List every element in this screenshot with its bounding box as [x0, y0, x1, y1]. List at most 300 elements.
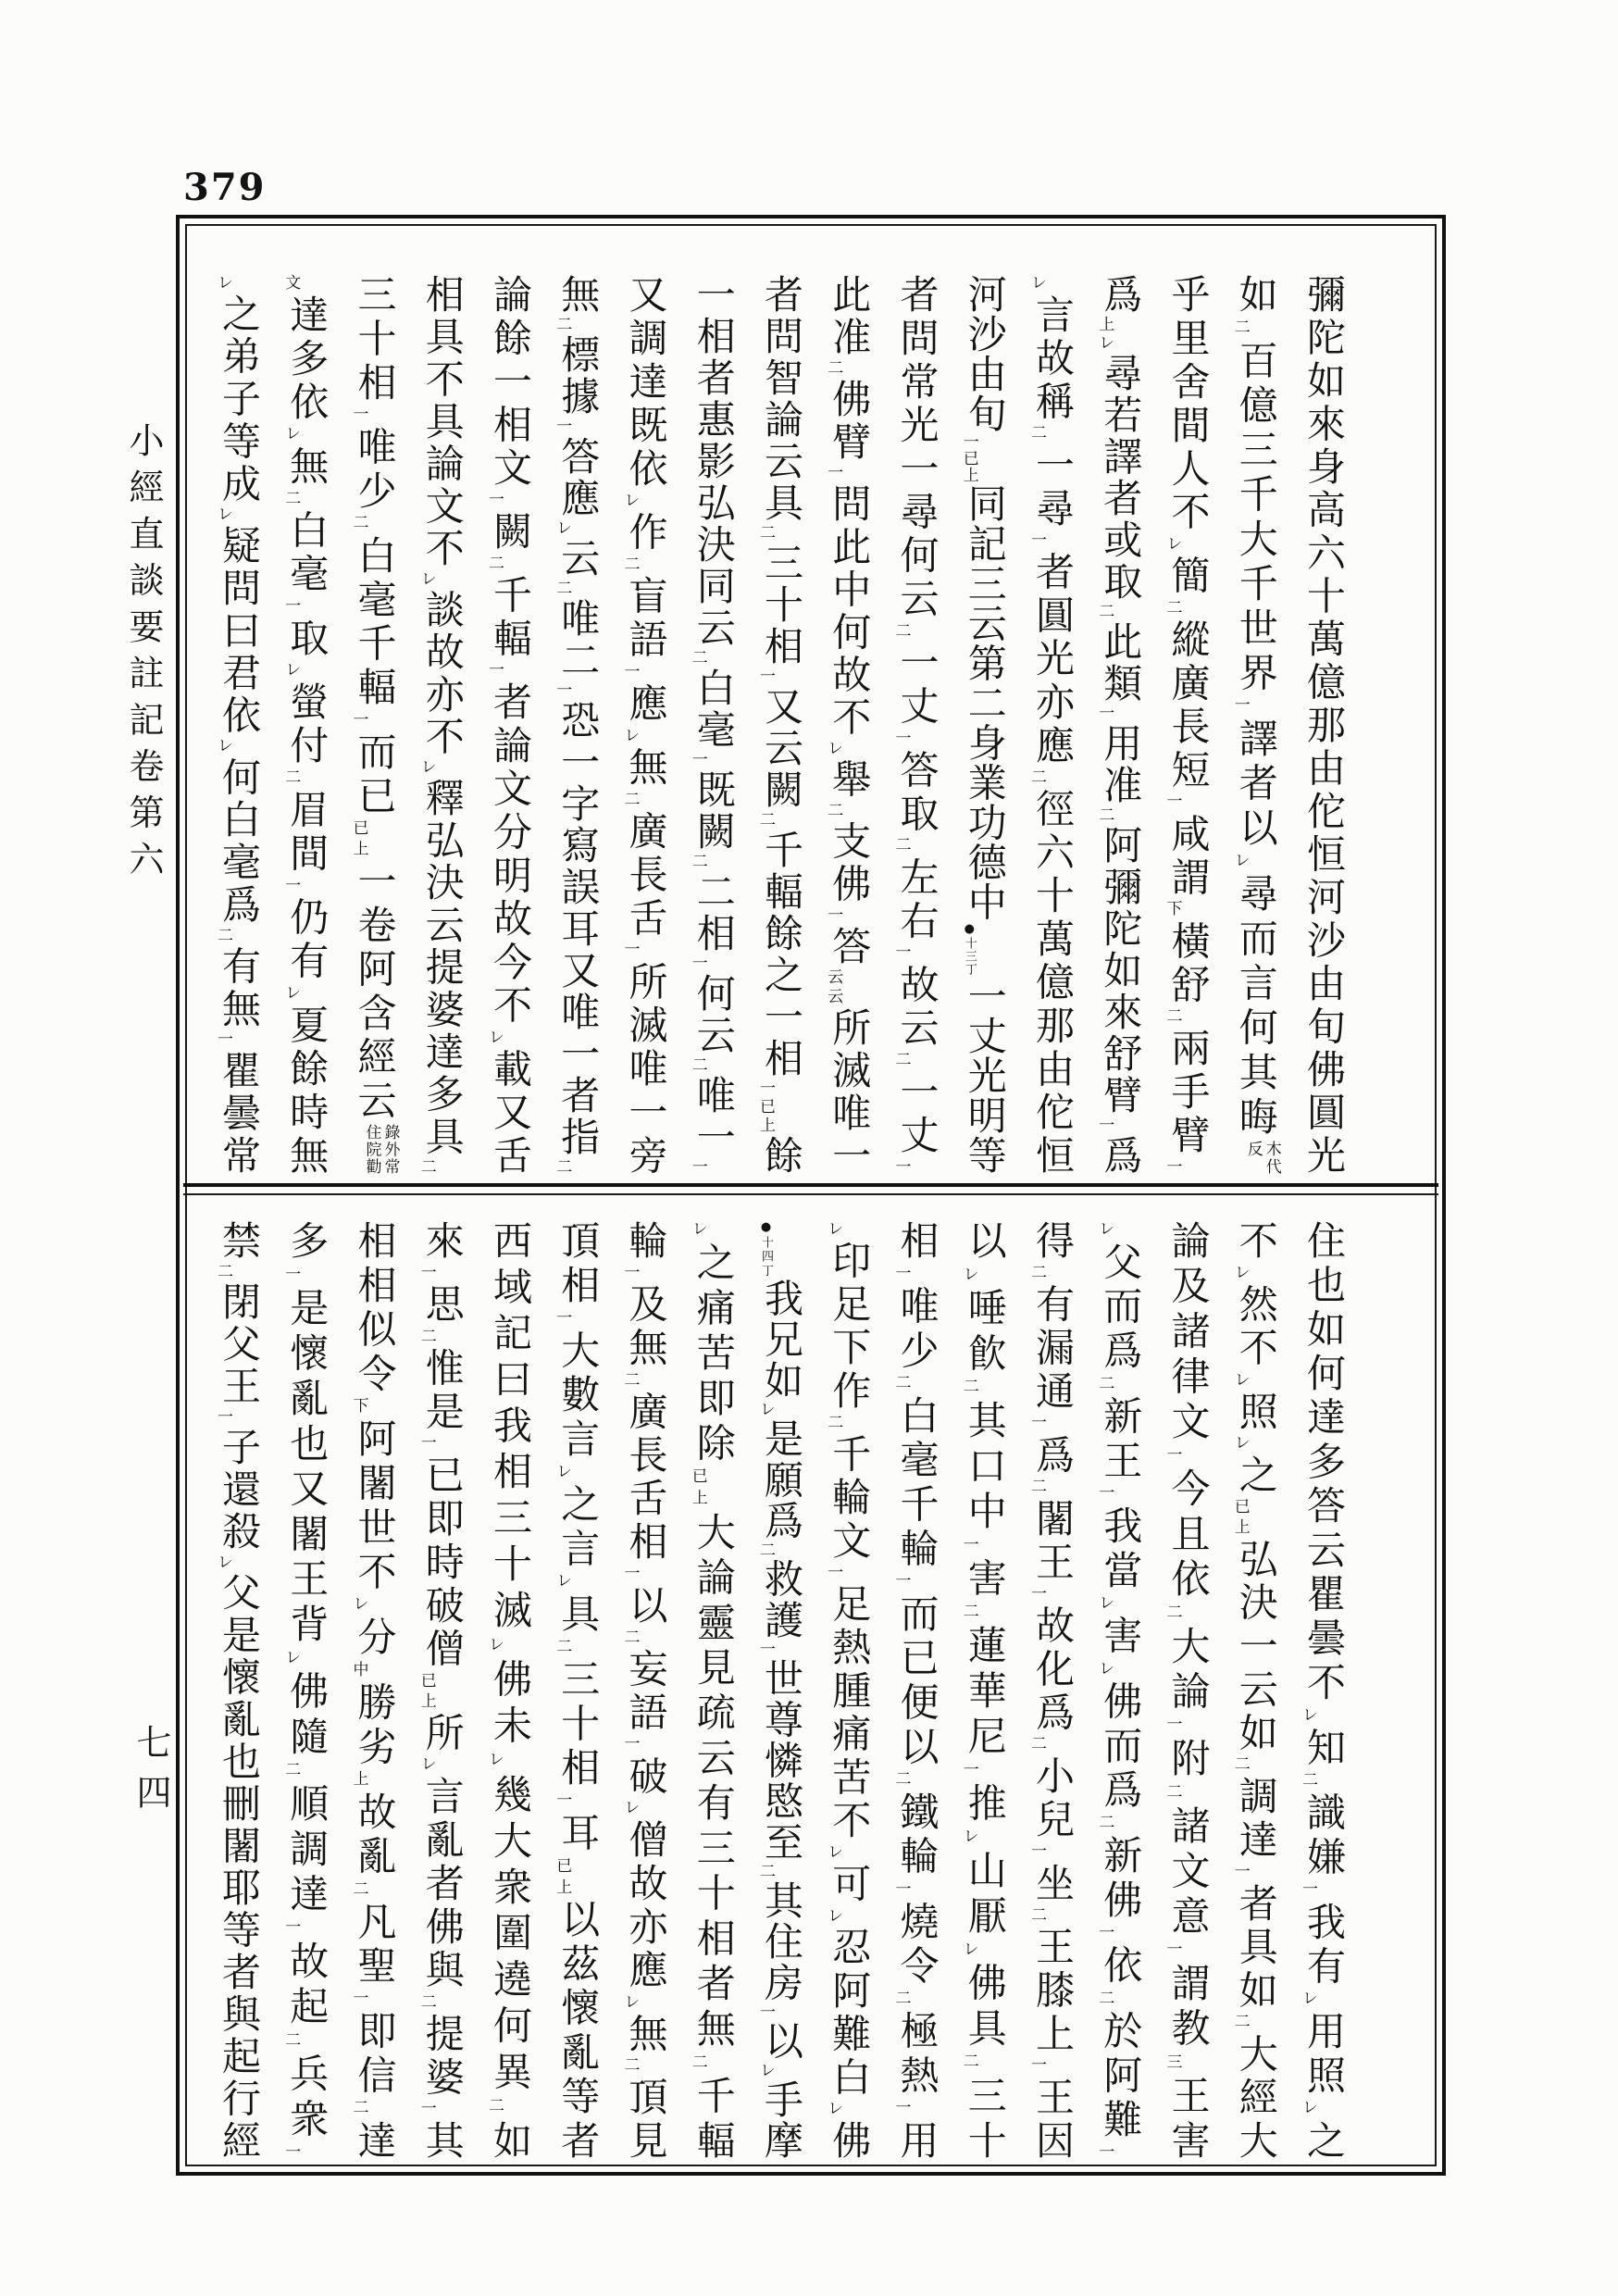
- text-run: 眉間: [284, 789, 330, 877]
- text-run: 我有: [1301, 1901, 1347, 1990]
- interlinear-note: 錄外常住院勸: [362, 1124, 400, 1174]
- kaeriten-mark: レ: [824, 2100, 843, 2120]
- text-run: 無: [555, 274, 602, 316]
- upper-text-column: [205, 274, 272, 1174]
- text-run: 幾大衆圍遶何異: [488, 1774, 533, 2098]
- kaeriten-mark: 一: [1230, 1862, 1250, 1883]
- text-run: 妄語: [623, 1648, 669, 1736]
- text-run: 今且依: [1165, 1467, 1212, 1604]
- kaeriten-mark: レ: [214, 505, 232, 526]
- folio-number: 七四: [131, 1724, 171, 1809]
- kaeriten-mark: レ: [553, 519, 572, 538]
- text-run: 多: [284, 1220, 330, 1266]
- text-run: 簡: [1165, 555, 1212, 599]
- text-run: 害: [962, 1557, 1008, 1603]
- kaeriten-mark: 二: [1163, 598, 1182, 619]
- text-run: 乎里舍間人不: [1165, 274, 1212, 535]
- text-run: 山厭: [962, 1850, 1008, 1940]
- text-run: 者圓光亦應: [1030, 551, 1076, 768]
- kaeriten-mark: 二: [824, 359, 843, 380]
- kaeriten-mark: 二: [620, 1370, 640, 1391]
- text-run: 相相似令: [352, 1220, 398, 1398]
- kaeriten-mark: レ: [1299, 1990, 1317, 2011]
- text-run: 其: [419, 2120, 466, 2159]
- kaeriten-mark: 一: [1163, 1158, 1182, 1174]
- kaeriten-mark: 一: [281, 1265, 301, 1288]
- text-run: 知: [1301, 1727, 1347, 1772]
- kaeriten-mark: レ: [756, 1401, 775, 1419]
- text-run: 恐一字寫誤耳又唯一者指: [555, 700, 602, 1158]
- text-run: 作: [623, 511, 669, 555]
- text-run: 既闕: [691, 769, 737, 853]
- text-run: 載又舌: [488, 1048, 533, 1174]
- kaeriten-mark: 二: [688, 1056, 707, 1075]
- text-run: 三十相: [352, 274, 398, 406]
- kaeriten-mark: 二: [891, 1051, 911, 1072]
- text-run: 一丈: [894, 642, 940, 730]
- kaeriten-mark: レ: [756, 2061, 775, 2079]
- kaeriten-mark: 二: [1163, 1603, 1182, 1626]
- text-run: 疑問曰君依: [217, 525, 262, 738]
- text-run: 徑六十萬億那由佗恒: [1030, 788, 1076, 1174]
- text-run: 以: [759, 2020, 804, 2062]
- upper-text-column: [477, 274, 543, 1174]
- text-run: 我兄如: [759, 1278, 804, 1402]
- text-run: 所滅唯一: [827, 1006, 873, 1174]
- text-run: 謂教: [1165, 1963, 1212, 2053]
- kaeriten-mark: 一: [1027, 1414, 1046, 1435]
- upper-text-column: [1155, 274, 1222, 1174]
- kaeriten-mark: レ: [959, 1828, 978, 1851]
- text-run: 標據: [555, 334, 602, 418]
- kaeriten-mark: レ: [1095, 1220, 1114, 1242]
- text-run: 白毫: [284, 509, 330, 597]
- text-run: 佛而爲: [1098, 1680, 1144, 1815]
- kaeriten-mark: 已上: [1230, 1498, 1250, 1539]
- text-run: 尋而言何其晦: [1233, 873, 1279, 1142]
- text-run: 蓮華尼: [962, 1625, 1008, 1761]
- kaeriten-mark: レ: [281, 1648, 301, 1671]
- text-run: 千輻餘之一相: [759, 830, 804, 1079]
- kaeriten-mark: レ: [1163, 534, 1182, 555]
- kaeriten-mark: 二: [417, 1992, 436, 2014]
- text-run: 白毫千輻: [352, 534, 398, 711]
- text-run: 阿彌陀如來舒臂: [1098, 825, 1144, 1117]
- text-run: 應: [623, 682, 669, 727]
- kaeriten-mark: 二: [1095, 603, 1114, 621]
- text-run: 百億三千大千世界: [1233, 340, 1279, 697]
- kaeriten-mark: 二: [1027, 767, 1046, 789]
- lower-text-column: [952, 1220, 1018, 2159]
- text-run: 思: [419, 1283, 466, 1328]
- kaeriten-mark: 二: [688, 853, 707, 871]
- text-run: 是懷亂也又闍王背: [284, 1287, 330, 1649]
- text-run: 爲: [1098, 274, 1144, 316]
- text-run: 手摩: [759, 2079, 804, 2159]
- text-run: 縱廣長短: [1165, 618, 1212, 793]
- lower-text-column: [477, 1220, 543, 2159]
- lower-text-column: [544, 1220, 611, 2159]
- kaeriten-mark: レ: [485, 1028, 504, 1049]
- text-run: 三十相: [555, 1658, 602, 1791]
- kaeriten-mark: レ: [417, 569, 436, 590]
- kaeriten-mark: 二: [281, 768, 301, 790]
- upper-text-column: [1087, 274, 1153, 1174]
- kaeriten-mark: 已上: [417, 1671, 436, 1713]
- text-run: 附: [1165, 1738, 1212, 1784]
- text-run: 大經大: [1233, 2033, 1279, 2159]
- text-run: 輪: [623, 1220, 669, 1264]
- text-run: 同記三云第二身業功德中: [962, 483, 1008, 922]
- kaeriten-mark: 中: [349, 1660, 368, 1682]
- kaeriten-mark: 一: [553, 681, 572, 700]
- kaeriten-mark: 一: [281, 2143, 301, 2159]
- kaeriten-mark: レ: [417, 1755, 436, 1777]
- kaeriten-mark: 二: [756, 1541, 775, 1559]
- upper-text-column: [544, 274, 611, 1174]
- kaeriten-mark: 一: [1230, 696, 1250, 718]
- kaeriten-mark: 二: [1230, 1755, 1250, 1777]
- text-run: 世尊憐愍至: [759, 1658, 804, 1863]
- kaeriten-mark: ●十三丁: [962, 921, 977, 976]
- kaeriten-mark: 一: [1163, 1716, 1182, 1739]
- text-run: 以: [962, 1220, 1008, 1266]
- kaeriten-mark: 二: [417, 1327, 436, 1348]
- text-run: 調達: [1233, 1776, 1279, 1863]
- text-run: 千輪文: [827, 1433, 873, 1564]
- kaeriten-mark: 一: [756, 1641, 775, 1659]
- kaeriten-mark: 一: [620, 662, 640, 683]
- kaeriten-mark: 一: [1095, 705, 1114, 723]
- kaeriten-mark: レ: [620, 726, 640, 747]
- kaeriten-mark: 一: [281, 1918, 301, 1941]
- text-run: 又調達既依: [623, 274, 669, 492]
- kaeriten-mark: 二: [1095, 1374, 1114, 1396]
- kaeriten-mark: 一: [688, 751, 707, 769]
- text-run: 一丈光明等: [962, 975, 1008, 1174]
- text-run: 所: [419, 1712, 466, 1756]
- kaeriten-mark: 一: [281, 596, 301, 618]
- lower-text-column: [273, 1220, 340, 2159]
- kaeriten-mark: 一: [1095, 1923, 1114, 1945]
- text-run: 兩手臂: [1165, 1028, 1212, 1159]
- kaeriten-mark: レ: [281, 983, 301, 1004]
- kaeriten-mark: 一已上: [959, 433, 978, 484]
- kaeriten-mark: レ: [1095, 1659, 1114, 1681]
- text-run: 大論靈見疏云有三十相者無: [691, 1511, 737, 2053]
- kaeriten-mark: レ: [1230, 1263, 1250, 1284]
- kaeriten-mark: 一: [824, 464, 843, 484]
- text-run: 一卷阿含經云: [352, 860, 398, 1125]
- lower-text-column: [1155, 1220, 1222, 2159]
- text-run: 然不: [1233, 1283, 1279, 1371]
- text-run: 兵衆: [284, 2053, 330, 2144]
- kaeriten-mark: 二: [1027, 1735, 1046, 1756]
- upper-text-column: [952, 274, 1018, 1174]
- kaeriten-mark: 一: [1095, 1484, 1114, 1506]
- kaeriten-mark: レ: [1299, 1705, 1317, 1728]
- lower-text-column: [680, 1220, 747, 2159]
- kaeriten-mark: 下: [349, 1397, 368, 1418]
- kaeriten-mark: 一: [891, 1879, 911, 1902]
- kaeriten-mark: 二: [756, 1862, 775, 1881]
- kaeriten-mark: レ: [620, 491, 640, 512]
- kaeriten-mark: 二: [281, 1761, 301, 1784]
- text-run: 用照: [1301, 2010, 1347, 2100]
- kaeriten-mark: 一: [349, 1989, 368, 2011]
- kaeriten-mark: 二: [349, 1879, 368, 1902]
- kaeriten-mark: レ: [1230, 852, 1250, 874]
- kaeriten-mark: レ: [824, 1220, 843, 1241]
- text-run: 有漏通: [1030, 1283, 1076, 1415]
- kaeriten-mark: 二: [1299, 1771, 1317, 1792]
- text-run: 之弟子等成: [217, 293, 262, 506]
- kaeriten-mark: 二: [620, 790, 640, 811]
- lower-text-column: [1223, 1220, 1289, 2159]
- text-run: 即信: [352, 2010, 398, 2100]
- kaeriten-mark: 二: [891, 836, 911, 857]
- kaeriten-mark: 一: [891, 2099, 911, 2121]
- text-run: 者具如: [1233, 1882, 1279, 2014]
- text-run: 大論: [1165, 1625, 1212, 1716]
- kaeriten-mark: 二: [891, 621, 911, 643]
- kaeriten-mark: レ: [824, 1843, 843, 1864]
- kaeriten-mark: レ: [214, 1553, 232, 1573]
- text-run: 橫舒: [1165, 920, 1212, 1008]
- text-run: 仍有: [284, 896, 330, 984]
- text-run: 頂相: [555, 1220, 602, 1309]
- kaeriten-mark: 一: [688, 1158, 707, 1174]
- kaeriten-mark: 一: [620, 1564, 640, 1585]
- text-run: 識嫌: [1301, 1791, 1347, 1881]
- kaeriten-mark: 一: [1027, 530, 1046, 552]
- kaeriten-mark: 一: [349, 710, 368, 731]
- text-run: 極熱: [894, 2010, 940, 2100]
- text-run: 三十: [962, 2075, 1008, 2159]
- text-run: 闕: [488, 510, 533, 555]
- section-divider: [183, 1183, 1438, 1195]
- kaeriten-mark: 一: [620, 1735, 640, 1756]
- text-run: 耳: [555, 1812, 602, 1857]
- kaeriten-mark: レ: [824, 739, 843, 759]
- text-run: 及無: [623, 1283, 669, 1371]
- kaeriten-mark: 二: [620, 2056, 640, 2078]
- kaeriten-mark: 三: [1163, 2053, 1182, 2076]
- kaeriten-mark: 一: [485, 661, 504, 682]
- text-run: 惟是: [419, 1347, 466, 1435]
- text-run: 舉: [827, 758, 873, 802]
- kaeriten-mark: 一: [417, 1434, 436, 1455]
- text-run: 白毫千輪: [894, 1394, 940, 1573]
- text-run: 以: [623, 1584, 669, 1628]
- kaeriten-mark: 二: [824, 801, 843, 821]
- text-run: 具: [555, 1592, 602, 1638]
- text-run: 爲: [1030, 1434, 1076, 1479]
- text-run: 左右: [894, 856, 940, 944]
- text-run: 之痛苦即除: [691, 1242, 737, 1468]
- text-run: 而已便以: [894, 1592, 940, 1771]
- text-run: 僧故亦應: [623, 1819, 669, 1993]
- kaeriten-mark: 一: [1095, 2143, 1114, 2159]
- upper-text-column: [680, 274, 747, 1174]
- text-run: 王因: [1030, 2077, 1076, 2159]
- text-run: 住也如何達多答云瞿曇不: [1301, 1220, 1347, 1706]
- text-run: 而已: [352, 730, 398, 819]
- kaeriten-mark: 一: [688, 955, 707, 973]
- text-run: 者論文分明故今不: [488, 681, 533, 1029]
- text-run: 分: [352, 1616, 398, 1661]
- text-run: 之: [1301, 2120, 1347, 2159]
- kaeriten-mark: 二: [891, 1989, 911, 2011]
- kaeriten-mark: 一: [756, 668, 775, 686]
- kaeriten-mark: 一: [891, 729, 911, 750]
- kaeriten-mark: 一: [756, 2003, 775, 2021]
- kaeriten-mark: 一: [824, 905, 843, 926]
- kaeriten-mark: 下: [1163, 900, 1182, 921]
- upper-text-column: [273, 274, 340, 1174]
- upper-text-column: [409, 274, 476, 1174]
- text-run: 燒令: [894, 1901, 940, 1990]
- kaeriten-mark: 二: [417, 1158, 436, 1174]
- text-run: 支佛: [827, 820, 873, 906]
- kaeriten-mark: 一: [281, 876, 301, 897]
- text-run: 於阿難: [1098, 2010, 1144, 2144]
- kaeriten-mark: 二: [214, 1262, 232, 1282]
- kaeriten-mark: レ: [553, 1572, 572, 1593]
- text-run: 用: [894, 2120, 940, 2159]
- kaeriten-mark: 二: [553, 580, 572, 598]
- text-run: 論及諸律文: [1165, 1220, 1212, 1446]
- text-run: 取: [284, 617, 330, 661]
- kaeriten-mark: 一: [1163, 1940, 1182, 1963]
- text-run: 彌陀如來身高六十萬億那由佗恒河沙由旬佛圓光: [1301, 274, 1347, 1174]
- kaeriten-mark: レ: [620, 1799, 640, 1820]
- kaeriten-mark: 已上: [553, 1856, 572, 1900]
- text-run: 用准: [1098, 723, 1144, 806]
- kaeriten-mark: 一: [891, 1572, 911, 1593]
- kaeriten-mark: 二: [824, 1413, 843, 1434]
- kaeriten-mark: 一: [1299, 1880, 1317, 1902]
- kaeriten-mark: 云云: [824, 967, 843, 1007]
- text-run: 依: [1098, 1944, 1144, 1990]
- text-run: 王害: [1165, 2075, 1212, 2159]
- text-run: 坐: [1030, 1862, 1076, 1906]
- kaeriten-mark: 二: [891, 1770, 911, 1791]
- lower-text-section: [205, 1220, 1357, 2159]
- text-run: 阿闍世不: [352, 1417, 398, 1596]
- text-run: 一相者惠影弘決同云: [691, 274, 737, 649]
- text-run: 如: [488, 2120, 533, 2159]
- text-run: 照: [1233, 1391, 1279, 1435]
- text-run: 印足下作: [827, 1240, 873, 1414]
- lower-text-column: [613, 1220, 679, 2159]
- text-run: 故起: [284, 1940, 330, 2031]
- kaeriten-mark: レ: [214, 737, 232, 757]
- kaeriten-mark: レ: [959, 1265, 978, 1288]
- kaeriten-mark: 一: [553, 1791, 572, 1813]
- kaeriten-mark: 二: [214, 926, 232, 946]
- kaeriten-mark: 二: [756, 524, 775, 543]
- kaeriten-mark: レ: [1230, 1370, 1250, 1391]
- kaeriten-mark: 二: [688, 2053, 707, 2076]
- text-run: 相具不具論文不: [419, 274, 466, 570]
- text-run: 所滅唯一旁: [623, 961, 669, 1174]
- text-run: 破: [623, 1755, 669, 1800]
- kaeriten-mark: 一: [349, 406, 368, 427]
- kaeriten-mark: 二: [1095, 806, 1114, 825]
- kaeriten-mark: 一: [485, 491, 504, 511]
- kaeriten-mark: 二: [1095, 1814, 1114, 1836]
- text-run: 佛具: [962, 1962, 1008, 2053]
- text-run: 尋若譯者或取: [1098, 353, 1144, 603]
- kaeriten-mark: 一: [1027, 1842, 1046, 1863]
- text-run: 佛: [827, 2120, 873, 2159]
- lower-text-column: [1019, 1220, 1086, 2159]
- upper-text-column: [1223, 274, 1289, 1174]
- text-run: 可: [827, 1863, 873, 1907]
- text-run: 得: [1030, 1220, 1076, 1264]
- kaeriten-mark: 文: [281, 274, 301, 295]
- text-run: 足熱腫痛苦不: [827, 1583, 873, 1843]
- kaeriten-mark: 二: [1027, 1478, 1046, 1499]
- text-run: 答: [827, 925, 873, 968]
- kaeriten-mark: 已上: [688, 1467, 707, 1512]
- text-run: 達: [352, 2120, 398, 2159]
- text-run: 佛隨: [284, 1670, 330, 1762]
- text-run: 新王: [1098, 1395, 1144, 1485]
- text-run: 忍阿難白: [827, 1927, 873, 2101]
- interlinear-note: 木代反: [1243, 1141, 1281, 1174]
- kaeriten-mark: 二: [688, 649, 707, 668]
- kaeriten-mark: 一: [1095, 1117, 1114, 1135]
- text-run: 唾飮: [962, 1287, 1008, 1379]
- text-run: 無: [623, 746, 669, 791]
- kaeriten-mark: 一: [417, 1263, 436, 1284]
- kaeriten-mark: 二: [1095, 1989, 1114, 2011]
- kaeriten-mark: 一: [214, 1407, 232, 1428]
- text-run: 唯一: [691, 1075, 737, 1158]
- upper-text-section: [205, 274, 1357, 1174]
- text-run: 如: [1233, 274, 1279, 319]
- kaeriten-mark: 一: [553, 418, 572, 436]
- upper-text-column: [884, 274, 951, 1174]
- text-run: 新佛: [1098, 1835, 1144, 1924]
- kaeriten-mark: レ: [1299, 2099, 1317, 2121]
- text-run: 唯二: [555, 598, 602, 681]
- text-run: 諸文意: [1165, 1804, 1212, 1941]
- text-run: 王膝上: [1030, 1926, 1076, 2057]
- text-run: 提婆: [419, 2013, 466, 2101]
- kaeriten-mark: 一: [1163, 1445, 1182, 1468]
- kaeriten-mark: 一: [959, 1760, 978, 1783]
- text-run: 瞿曇常: [217, 1050, 262, 1174]
- text-run: 不: [1233, 1220, 1279, 1264]
- kaeriten-mark: 一已上: [756, 1079, 775, 1135]
- kaeriten-mark: レ: [214, 274, 232, 293]
- text-run: 廣長舌相: [623, 1391, 669, 1565]
- text-run: 達多依: [284, 294, 330, 426]
- kaeriten-mark: 二: [1163, 1783, 1182, 1805]
- text-run: 千輻: [488, 574, 533, 662]
- kaeriten-mark: 二: [1027, 1263, 1046, 1284]
- kaeriten-mark: 二: [553, 1637, 572, 1659]
- text-run: 我當: [1098, 1505, 1144, 1594]
- text-run: 云: [555, 538, 602, 580]
- kaeriten-mark: 已上: [349, 818, 368, 861]
- text-run: 闍王: [1030, 1498, 1076, 1585]
- running-title: 小經直談要註記卷第六: [123, 422, 164, 876]
- kaeriten-mark: 二: [620, 555, 640, 576]
